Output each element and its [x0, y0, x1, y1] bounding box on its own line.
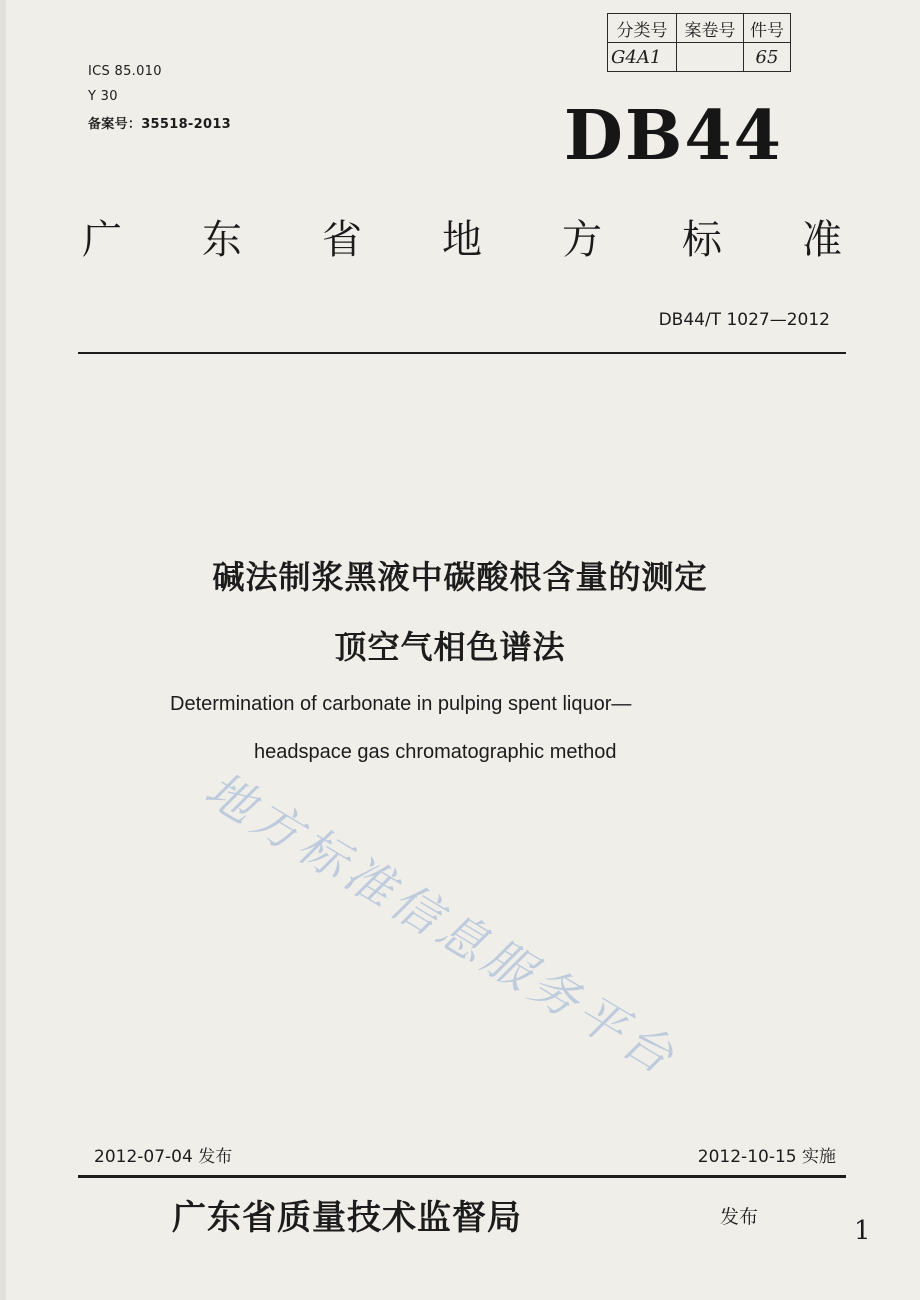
- standard-type-char: 地: [442, 217, 482, 263]
- db-code-logo: DB44: [563, 96, 783, 176]
- stamp-value-volume: [677, 43, 744, 72]
- publish-date: 2012-07-04 发布: [94, 1147, 233, 1167]
- stamp-header-item: 件号: [744, 14, 791, 43]
- standard-type-char: 标: [682, 217, 722, 263]
- title-english-line2: headspace gas chromatographic method: [254, 741, 617, 763]
- issuing-authority: 广东省质量技术监督局: [172, 1198, 522, 1238]
- stamp-header-category: 分类号: [608, 14, 677, 43]
- standard-type-title: [82, 208, 842, 265]
- standard-type-char: 省: [322, 217, 362, 263]
- standard-type-char: 东: [202, 217, 242, 263]
- watermark-text: 地方标准信息服务平台: [195, 761, 688, 1088]
- title-chinese-line2: 顶空气相色谱法: [334, 628, 566, 666]
- implement-date: 2012-10-15 实施: [697, 1147, 836, 1167]
- title-chinese-line1: 碱法制浆黑液中碳酸根含量的测定: [212, 558, 708, 596]
- header-divider: [78, 352, 846, 354]
- standard-number: DB44/T 1027—2012: [658, 310, 830, 330]
- title-english-line1: Determination of carbonate in pulping spent liquor—: [170, 693, 632, 715]
- standard-type-char: 准: [802, 217, 842, 263]
- filing-number: 备案号：35518-2013: [88, 117, 232, 132]
- page-number: 1: [854, 1216, 871, 1246]
- stamp-value-category: G4A1: [608, 43, 677, 72]
- stamp-header-volume: 案卷号: [677, 14, 744, 43]
- archive-stamp-table: [607, 13, 791, 72]
- ccs-code: Y 30: [88, 89, 118, 104]
- ics-code: ICS 85.010: [88, 64, 162, 79]
- standard-type-char: 方: [562, 217, 602, 263]
- standard-type-char: 广: [82, 217, 122, 263]
- issue-label: 发布: [720, 1206, 759, 1228]
- footer-divider: [78, 1175, 846, 1178]
- stamp-value-item: 65: [744, 43, 791, 72]
